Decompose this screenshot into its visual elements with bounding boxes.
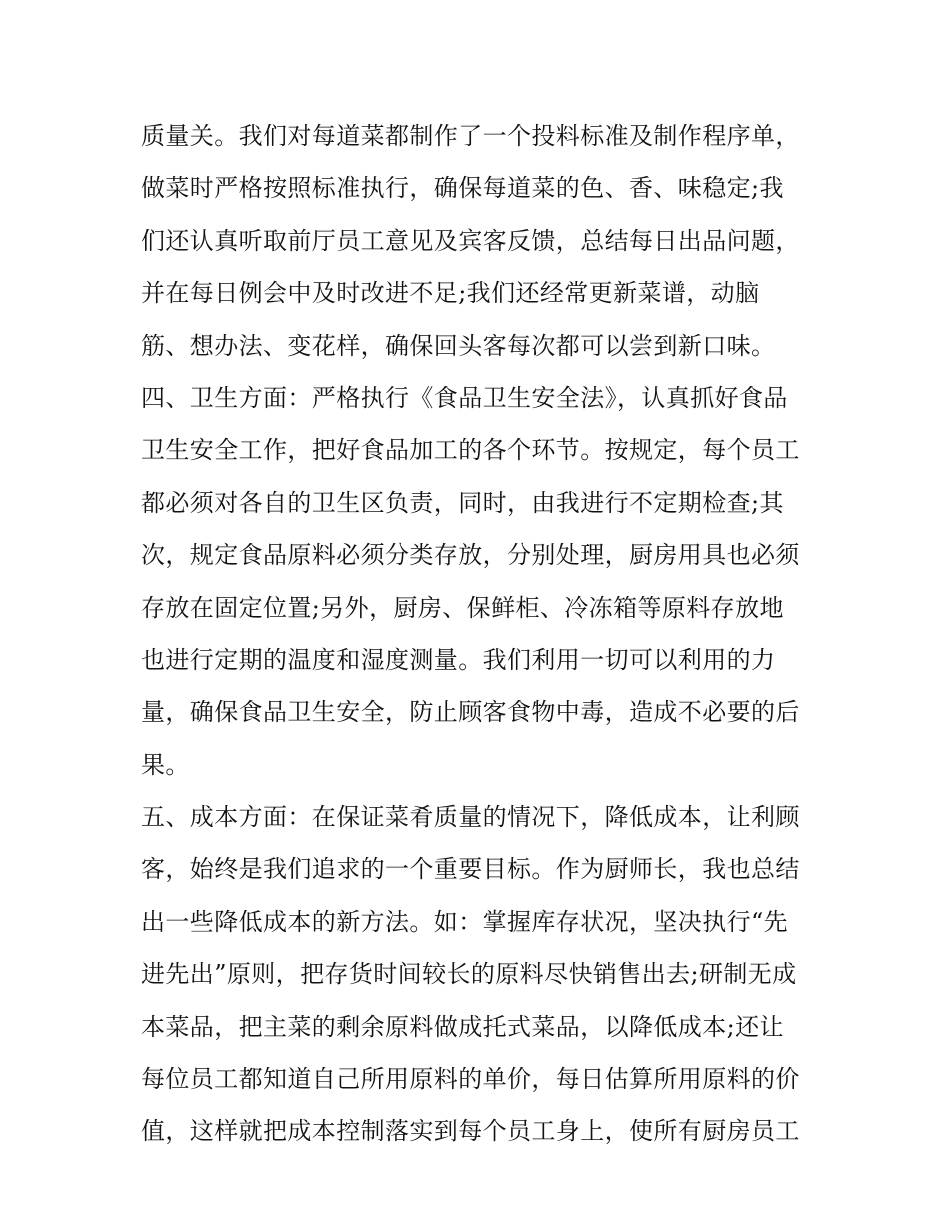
text-line: 都必须对各自的卫生区负责，同时，由我进行不定期检查;其 [141, 488, 784, 517]
text-line: 进先出”原则，把存货时间较长的原料尽快销售出去;研制无成 [141, 960, 797, 989]
text-line: 本菜品，把主菜的剩余原料做成托式菜品，以降低成本;还让 [141, 1012, 784, 1041]
text-line: 们还认真听取前厅员工意见及宾客反馈，总结每日出品问题， [141, 226, 800, 255]
text-line: 值，这样就把成本控制落实到每个员工身上，使所有厨房员工 [141, 1117, 800, 1146]
text-line: 筋、想办法、变花样，确保回头客每次都可以尝到新口味。 [141, 331, 776, 360]
text-line: 存放在固定位置;另外，厨房、保鲜柜、冷冻箱等原料存放地 [141, 593, 784, 622]
body-text [141, 110, 821, 1158]
text-line: 次，规定食品原料必须分类存放，分别处理，厨房用具也必须 [141, 541, 800, 570]
text-line: 做菜时严格按照标准执行，确保每道菜的色、香、味稳定;我 [141, 174, 784, 203]
text-line: 也进行定期的温度和湿度测量。我们利用一切可以利用的力 [141, 645, 776, 674]
text-line: 质量关。我们对每道菜都制作了一个投料标准及制作程序单， [141, 122, 800, 150]
text-line: 出一些降低成本的新方法。如：掌握库存状况，坚决执行“先 [141, 907, 789, 936]
text-line: 卫生安全工作，把好食品加工的各个环节。按规定，每个员工 [141, 436, 800, 465]
text-line: 每位员工都知道自己所用原料的单价，每日估算所用原料的价 [141, 1065, 800, 1094]
text-line: 并在每日例会中及时改进不足;我们还经常更新菜谱，动脑 [141, 279, 760, 308]
text-line: 量，确保食品卫生安全，防止顾客食物中毒，造成不必要的后 [141, 698, 800, 727]
section-heading-cost: 五、成本方面：在保证菜肴质量的情况下，降低成本，让利顾 [141, 803, 800, 832]
section-heading-hygiene: 四、卫生方面：严格执行《食品卫生安全法》，认真抓好食品 [141, 383, 788, 412]
text-line: 果。 [141, 750, 190, 779]
text-line: 客，始终是我们追求的一个重要目标。作为厨师长，我也总结 [141, 855, 800, 884]
